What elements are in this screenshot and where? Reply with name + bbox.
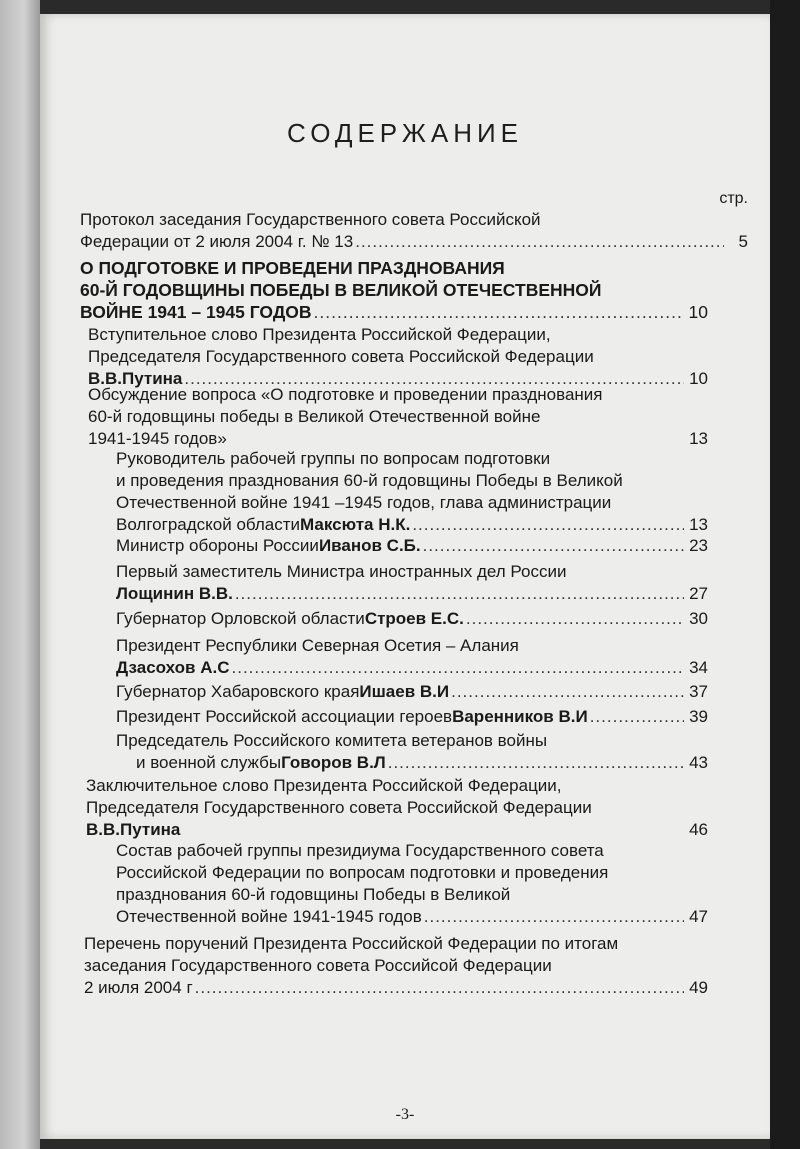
toc-entry-govorov[interactable] [116, 730, 708, 774]
toc-text: Состав рабочей группы президиума Государственного совета [116, 841, 604, 860]
toc-page-number: 39 [689, 707, 708, 726]
toc-text: Председателя Государственного совета Российской Федерации [88, 347, 594, 366]
toc-speaker-name: Строев Е.С. [364, 609, 464, 628]
leader-dots [232, 657, 685, 679]
toc-text: Вступительное слово Президента Российской Федерации, [88, 325, 551, 344]
leader-dots [195, 977, 684, 999]
toc-page-number: 23 [689, 536, 708, 555]
toc-text: и военной службы [136, 753, 282, 772]
leader-dots [355, 231, 724, 253]
leader-dots [235, 583, 684, 605]
book-spine-edge [0, 0, 40, 1149]
toc-speaker-name: Лощинин В.В. [116, 584, 233, 603]
page-number-footer: -3- [395, 1106, 415, 1123]
toc-text: Министр обороны России [116, 536, 319, 555]
toc-entry-protocol[interactable] [80, 209, 748, 253]
toc-speaker-name: Ишаев В.И [359, 682, 450, 701]
toc-text: 60-Й ГОДОВЩИНЫ ПОБЕДЫ В ВЕЛИКОЙ ОТЕЧЕСТВЕННОЙ [80, 280, 602, 300]
toc-page-number: 13 [689, 515, 708, 534]
toc-text: Отечественной войне 1941 –1945 годов, глава администрации [116, 493, 612, 512]
toc-page-number: 10 [689, 369, 708, 388]
leader-dots [466, 608, 684, 630]
toc-entry-dzasokhov[interactable] [116, 635, 708, 679]
toc-speaker-name: Иванов С.Б. [318, 536, 421, 555]
toc-page-number: 46 [689, 820, 708, 839]
page-title: СОДЕРЖАНИЕ [286, 118, 523, 148]
toc-entry-closing[interactable] [86, 775, 708, 841]
scan-background [770, 0, 800, 1149]
toc-speaker-name: Дзасохов А.С [116, 658, 230, 677]
toc-text: Заключительное слово Президента Российской Федерации, [86, 776, 562, 795]
toc-text: заседания Государственного совета Российсой Федерации [84, 956, 552, 975]
toc-page-number: 43 [689, 753, 708, 772]
toc-page-number: 13 [689, 429, 708, 448]
toc-text: Обсуждение вопроса «О подготовке и проведении празднования [88, 385, 603, 404]
leader-dots [451, 681, 684, 703]
toc-speaker-name: В.В.Путина [86, 820, 181, 839]
toc-text: Федерации от 2 июля 2004 г. № 13 [80, 232, 354, 251]
toc-entry-maksyuta[interactable] [116, 448, 708, 536]
toc-text: Губернатор Хабаровского края [116, 682, 360, 701]
toc-page-number: 27 [689, 584, 708, 603]
toc-speaker-name: Максюта Н.К. [300, 515, 411, 534]
toc-page-number: 34 [689, 658, 708, 677]
toc-text: Президент Республики Северная Осетия – Алания [116, 636, 519, 655]
toc-entry-stroev[interactable] [116, 608, 708, 630]
toc-text: Российской Федерации по вопросам подготовки и проведения [116, 863, 609, 882]
toc-text: Губернатор Орловской области [116, 609, 365, 628]
toc-text: О ПОДГОТОВКЕ И ПРОВЕДЕНИ ПРАЗДНОВАНИЯ [80, 258, 505, 278]
toc-section-heading[interactable] [80, 257, 708, 323]
toc-entry-varennikov[interactable] [116, 706, 708, 728]
toc-text: ВОЙНЕ 1941 – 1945 ГОДОВ [80, 302, 312, 322]
toc-text: и проведения празднования 60-й годовщины Победы в Великой [116, 471, 623, 490]
toc-text: Первый заместитель Министра иностранных дел России [116, 562, 567, 581]
toc-page-number: 37 [689, 682, 708, 701]
leader-dots [412, 514, 684, 536]
toc-entry-opening[interactable] [88, 324, 708, 390]
toc-speaker-name: Варенников В.И [452, 707, 588, 726]
toc-page-number: 5 [738, 232, 748, 251]
toc-text: празднования 60-й годовщины Победы в Великой [116, 885, 511, 904]
toc-page-number: 49 [689, 978, 708, 997]
toc-text: Президент Российской ассоциации героев [116, 707, 453, 726]
toc-entry-loshchinin[interactable] [116, 561, 708, 605]
toc-text: 60-й годовщины победы в Великой Отечественной войне [88, 407, 541, 426]
toc-entry-instructions[interactable] [84, 933, 708, 999]
toc-text: Перечень поручений Президента Российской Федерации по итогам [84, 934, 619, 953]
toc-page-number: 47 [689, 907, 708, 926]
toc-text: Волгоградской области [116, 515, 301, 534]
leader-dots [314, 301, 684, 323]
toc-text: Протокол заседания Государственного совета Российской [80, 210, 541, 229]
page-column-label: стр. [719, 190, 748, 207]
leader-dots [423, 535, 684, 557]
toc-text: Председатель Российского комитета ветеранов войны [116, 731, 548, 750]
toc-page-number: 30 [689, 609, 708, 628]
toc-text: 1941-1945 годов» [88, 429, 227, 448]
toc-speaker-name: Говоров В.Л [281, 753, 386, 772]
toc-text: 2 июля 2004 г [84, 978, 193, 997]
leader-dots [424, 906, 684, 928]
leader-dots [590, 706, 684, 728]
toc-entry-ishaev[interactable] [116, 681, 708, 703]
toc-page-number: 10 [688, 302, 708, 322]
toc-entry-ivanov[interactable] [116, 535, 708, 557]
toc-entry-composition[interactable] [116, 840, 708, 928]
toc-text: Отечественной войне 1941-1945 годов [116, 907, 422, 926]
leader-dots [388, 752, 684, 774]
toc-speaker-name: В.В.Путина [88, 369, 183, 388]
toc-text: Председателя Государственного совета Российской Федерации [86, 798, 592, 817]
document-page [40, 14, 770, 1139]
toc-text: Руководитель рабочей группы по вопросам подготовки [116, 449, 551, 468]
toc-entry-discussion[interactable] [88, 384, 708, 450]
